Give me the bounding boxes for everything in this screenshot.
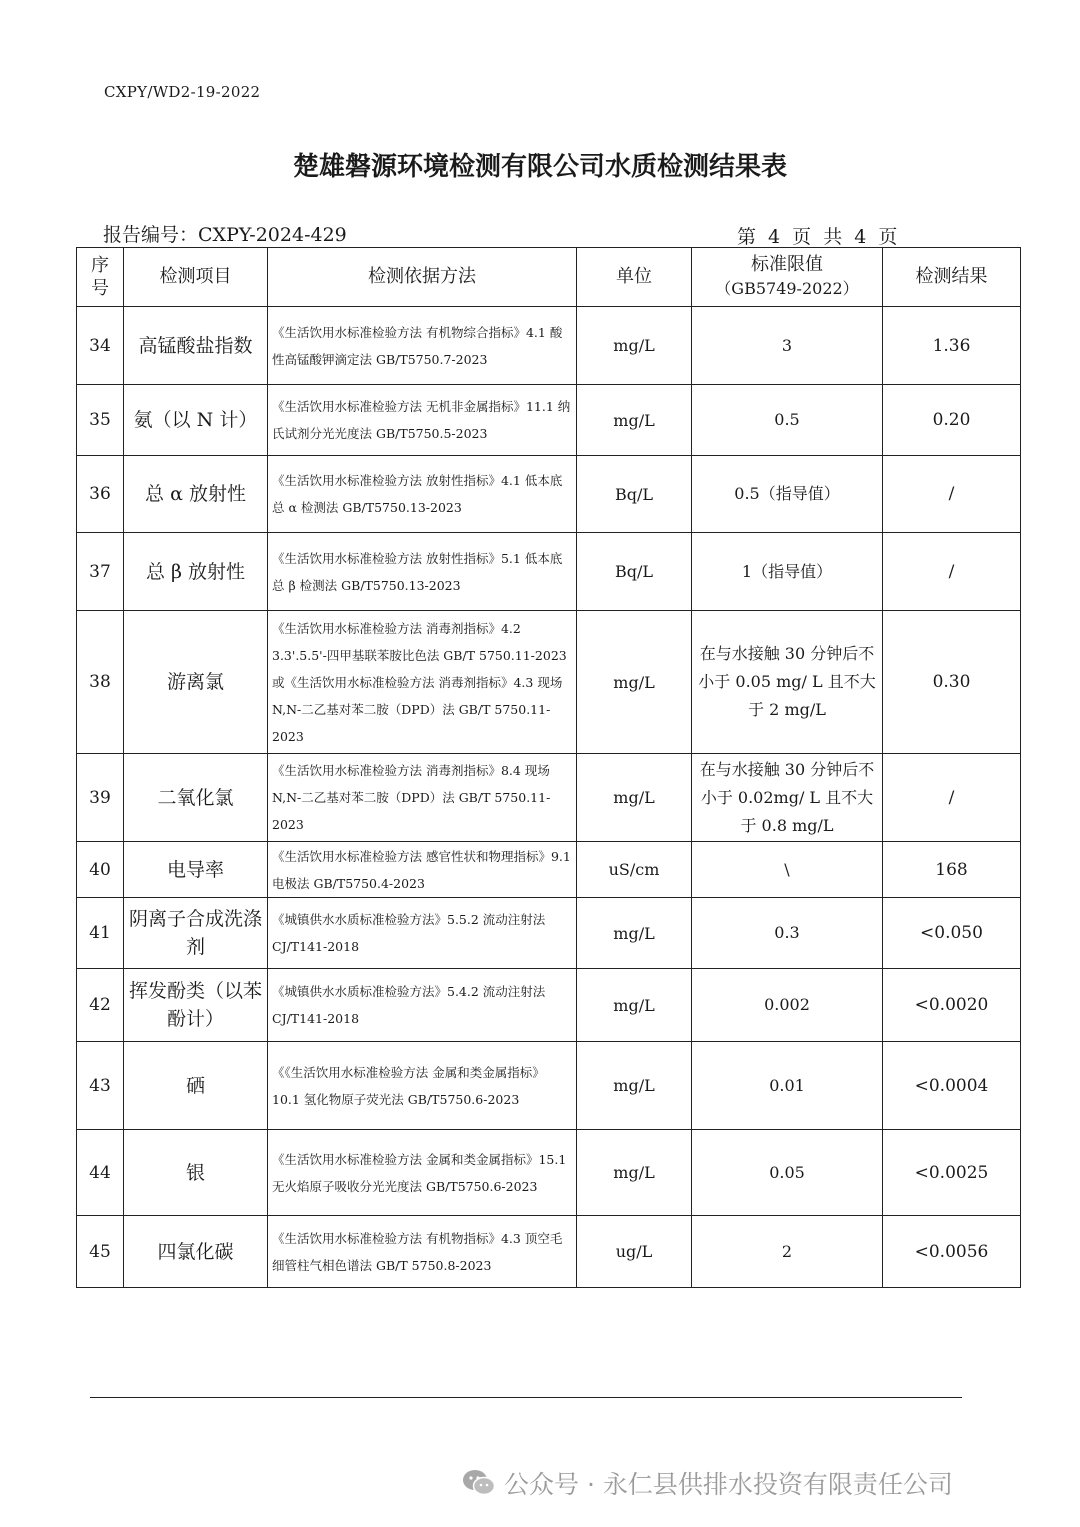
standard-limit: 1（指导值） — [692, 533, 883, 611]
standard-limit: 0.002 — [692, 969, 883, 1042]
test-item: 四氯化碳 — [124, 1216, 268, 1288]
table-row — [77, 611, 1021, 754]
unit: mg/L — [577, 1130, 692, 1216]
row-number: 42 — [77, 969, 124, 1042]
test-result: 168 — [883, 842, 1021, 898]
standard-limit: 2 — [692, 1216, 883, 1288]
row-number: 41 — [77, 898, 124, 969]
table-row — [77, 898, 1021, 969]
standard-limit: 在与水接触 30 分钟后不小于 0.02mg/ L 且不大于 0.8 mg/L — [692, 754, 883, 842]
test-item: 银 — [124, 1130, 268, 1216]
unit: Bq/L — [577, 456, 692, 533]
header-limit-standard: （GB5749-2022） — [715, 279, 859, 298]
row-number: 43 — [77, 1042, 124, 1130]
page-indicator: 第 4 页 共 4 页 — [737, 226, 898, 248]
document-code: CXPY/WD2-19-2022 — [104, 83, 261, 101]
test-item: 总 β 放射性 — [124, 533, 268, 611]
test-method: 《生活饮用水标准检验方法 消毒剂指标》8.4 现场 N,N-二乙基对苯二胺（DPD）法 GB/T 5750.11-2023 — [268, 754, 577, 842]
results-table — [76, 247, 1021, 1288]
header-method: 检测依据方法 — [268, 248, 577, 307]
header-result: 检测结果 — [883, 248, 1021, 307]
test-result: / — [883, 533, 1021, 611]
test-method: 《生活饮用水标准检验方法 有机物指标》4.3 顶空毛细管柱气相色谱法 GB/T 5750.8-2023 — [268, 1216, 577, 1288]
footer-divider — [90, 1397, 962, 1398]
row-number: 34 — [77, 307, 124, 385]
row-number: 40 — [77, 842, 124, 898]
test-result: 0.20 — [883, 385, 1021, 456]
watermark — [462, 1465, 953, 1501]
test-result: 1.36 — [883, 307, 1021, 385]
table-row — [77, 385, 1021, 456]
standard-limit: 3 — [692, 307, 883, 385]
row-number: 36 — [77, 456, 124, 533]
test-method: 《生活饮用水标准检验方法 放射性指标》5.1 低本底总 β 检测法 GB/T5750.13-2023 — [268, 533, 577, 611]
test-method: 《《生活饮用水标准检验方法 金属和类金属指标》10.1 氢化物原子荧光法 GB/T5750.6-2023 — [268, 1042, 577, 1130]
unit: mg/L — [577, 754, 692, 842]
table-row — [77, 307, 1021, 385]
test-result: <0.0020 — [883, 969, 1021, 1042]
document-title: 楚雄磐源环境检测有限公司水质检测结果表 — [292, 152, 787, 182]
unit: mg/L — [577, 898, 692, 969]
test-item: 二氧化氯 — [124, 754, 268, 842]
unit: mg/L — [577, 969, 692, 1042]
table-row — [77, 533, 1021, 611]
test-item: 氨（以 N 计） — [124, 385, 268, 456]
watermark-text: 公众号 · 永仁县供排水投资有限责任公司 — [504, 1470, 953, 1499]
report-number: 报告编号：CXPY-2024-429 — [103, 224, 347, 246]
wechat-icon — [462, 1468, 496, 1498]
row-number: 35 — [77, 385, 124, 456]
test-item: 游离氯 — [124, 611, 268, 754]
standard-limit: 在与水接触 30 分钟后不小于 0.05 mg/ L 且不大于 2 mg/L — [692, 611, 883, 754]
unit: mg/L — [577, 385, 692, 456]
standard-limit: 0.5 — [692, 385, 883, 456]
table-row — [77, 1042, 1021, 1130]
test-result: <0.0056 — [883, 1216, 1021, 1288]
row-number: 37 — [77, 533, 124, 611]
test-result: <0.050 — [883, 898, 1021, 969]
unit: Bq/L — [577, 533, 692, 611]
header-item: 检测项目 — [124, 248, 268, 307]
row-number: 44 — [77, 1130, 124, 1216]
table-row — [77, 1130, 1021, 1216]
table-row — [77, 1216, 1021, 1288]
test-item: 电导率 — [124, 842, 268, 898]
standard-limit: \ — [692, 842, 883, 898]
unit: uS/cm — [577, 842, 692, 898]
header-limit-title: 标准限值 — [751, 254, 823, 275]
standard-limit: 0.5（指导值） — [692, 456, 883, 533]
test-item: 总 α 放射性 — [124, 456, 268, 533]
test-method: 《生活饮用水标准检验方法 感官性状和物理指标》9.1 电极法 GB/T5750.4-2023 — [268, 842, 577, 898]
table-header-row — [77, 248, 1021, 307]
test-method: 《生活饮用水标准检验方法 无机非金属指标》11.1 纳氏试剂分光光度法 GB/T5750.5-2023 — [268, 385, 577, 456]
test-result: <0.0025 — [883, 1130, 1021, 1216]
test-method: 《生活饮用水标准检验方法 金属和类金属指标》15.1 无火焰原子吸收分光光度法 GB/T5750.6-2023 — [268, 1130, 577, 1216]
test-result: <0.0004 — [883, 1042, 1021, 1130]
test-method: 《生活饮用水标准检验方法 消毒剂指标》4.2 3.3'.5.5'-四甲基联苯胺比色法 GB/T 5750.11-2023 或《生活饮用水标准检验方法 消毒剂指标》4.3 现场 N,N-二乙基对苯二胺（DPD）法 GB/T 5750.11-2023 — [268, 611, 577, 754]
row-number: 39 — [77, 754, 124, 842]
test-method: 《生活饮用水标准检验方法 放射性指标》4.1 低本底总 α 检测法 GB/T5750.13-2023 — [268, 456, 577, 533]
row-number: 38 — [77, 611, 124, 754]
unit: mg/L — [577, 611, 692, 754]
test-method: 《城镇供水水质标准检验方法》5.4.2 流动注射法 CJ/T141-2018 — [268, 969, 577, 1042]
header-unit: 单位 — [577, 248, 692, 307]
table-row — [77, 754, 1021, 842]
test-method: 《生活饮用水标准检验方法 有机物综合指标》4.1 酸性高锰酸钾滴定法 GB/T5750.7-2023 — [268, 307, 577, 385]
row-number: 45 — [77, 1216, 124, 1288]
table-row — [77, 969, 1021, 1042]
standard-limit: 0.01 — [692, 1042, 883, 1130]
table-row — [77, 456, 1021, 533]
test-item: 挥发酚类（以苯酚计） — [124, 969, 268, 1042]
standard-limit: 0.3 — [692, 898, 883, 969]
unit: ug/L — [577, 1216, 692, 1288]
unit: mg/L — [577, 1042, 692, 1130]
test-item: 阴离子合成洗涤剂 — [124, 898, 268, 969]
unit: mg/L — [577, 307, 692, 385]
test-item: 高锰酸盐指数 — [124, 307, 268, 385]
standard-limit: 0.05 — [692, 1130, 883, 1216]
test-result: 0.30 — [883, 611, 1021, 754]
header-no: 序号 — [77, 248, 124, 307]
test-method: 《城镇供水水质标准检验方法》5.5.2 流动注射法 CJ/T141-2018 — [268, 898, 577, 969]
table-row — [77, 842, 1021, 898]
test-result: / — [883, 754, 1021, 842]
test-item: 硒 — [124, 1042, 268, 1130]
test-result: / — [883, 456, 1021, 533]
header-limit — [692, 248, 883, 307]
